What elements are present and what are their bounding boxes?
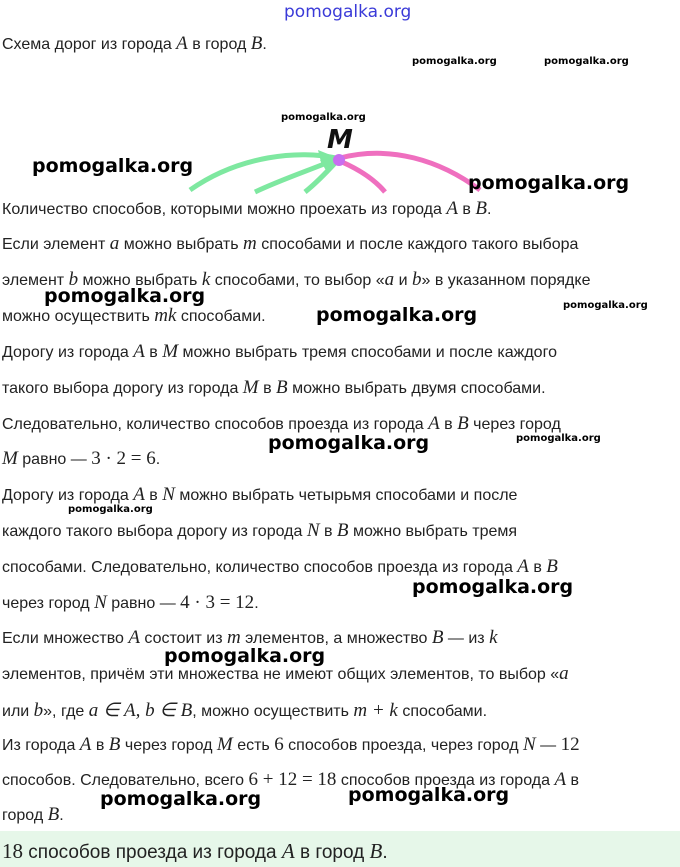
watermark-top[interactable]: pomogalka.org <box>284 2 412 22</box>
answer-text: 18 способов проезда из города A в город B. <box>2 839 388 863</box>
watermark-small: pomogalka.org <box>412 56 497 67</box>
answer-box <box>0 831 680 867</box>
node-m <box>333 154 345 166</box>
rule-line: Если элемент a можно выбрать m способами и после каждого такого выбора <box>2 233 579 254</box>
watermark-large: pomogalka.org <box>316 304 478 326</box>
text-line: Количество способов, которыми можно проехать из города A в B. <box>2 198 492 219</box>
rule-line: Если множество A состоит из m элементов, а множество B — из k <box>2 627 498 648</box>
rule-line: элемент b можно выбрать k способами, то выбор «a и b» в указанном порядке <box>2 269 591 290</box>
text-line: Дорогу из города A в N можно выбрать четырьмя способами и после <box>2 484 518 505</box>
text-line: способов. Следовательно, всего 6 + 12 = 18 способов проезда из города A в <box>2 769 579 790</box>
heading-line: Схема дорог из города A в город B. <box>2 33 267 54</box>
text-line: способами. Следовательно, количество способов проезда из города A в B <box>2 556 558 577</box>
watermark-small: pomogalka.org <box>68 504 153 515</box>
text-line: M равно — 3 · 2 = 6. <box>2 448 161 469</box>
watermark-large: pomogalka.org <box>100 788 262 810</box>
node-m-label: M <box>327 125 353 155</box>
text-line: Следовательно, количество способов проезда из города A в B через город <box>2 413 561 434</box>
text-line: Из города A в B через город M есть 6 способов проезда, через город N — 12 <box>2 734 580 755</box>
watermark-large: pomogalka.org <box>412 576 574 598</box>
text-line: город B. <box>2 804 64 825</box>
text-line: каждого такого выбора дорогу из города N в B можно выбрать тремя <box>2 520 518 541</box>
rule-line: или b», где a ∈ A, b ∈ B, можно осуществить m + k способами. <box>2 700 488 721</box>
watermark-large: pomogalka.org <box>348 784 510 806</box>
watermark-large: pomogalka.org <box>32 155 194 177</box>
text-line: через город N равно — 4 · 3 = 12. <box>2 592 259 613</box>
watermark-large: pomogalka.org <box>164 645 326 667</box>
text-line: такого выбора дорогу из города M в B можно выбрать двумя способами. <box>2 377 546 398</box>
watermark-small: pomogalka.org <box>544 56 629 67</box>
watermark-large: pomogalka.org <box>268 432 430 454</box>
road-m-b-2 <box>342 162 385 192</box>
rule-line: элементов, причём эти множества не имеют общих элементов, то выбор «a <box>2 663 569 684</box>
watermark-small: pomogalka.org <box>516 433 601 444</box>
watermark-small: pomogalka.org <box>281 112 366 123</box>
text-line: Дорогу из города A в M можно выбрать тремя способами и после каждого <box>2 341 557 362</box>
watermark-small: pomogalka.org <box>563 300 648 311</box>
watermark-large: pomogalka.org <box>44 285 206 307</box>
rule-line: можно осуществить mk способами. <box>2 305 266 326</box>
watermark-large: pomogalka.org <box>468 172 630 194</box>
